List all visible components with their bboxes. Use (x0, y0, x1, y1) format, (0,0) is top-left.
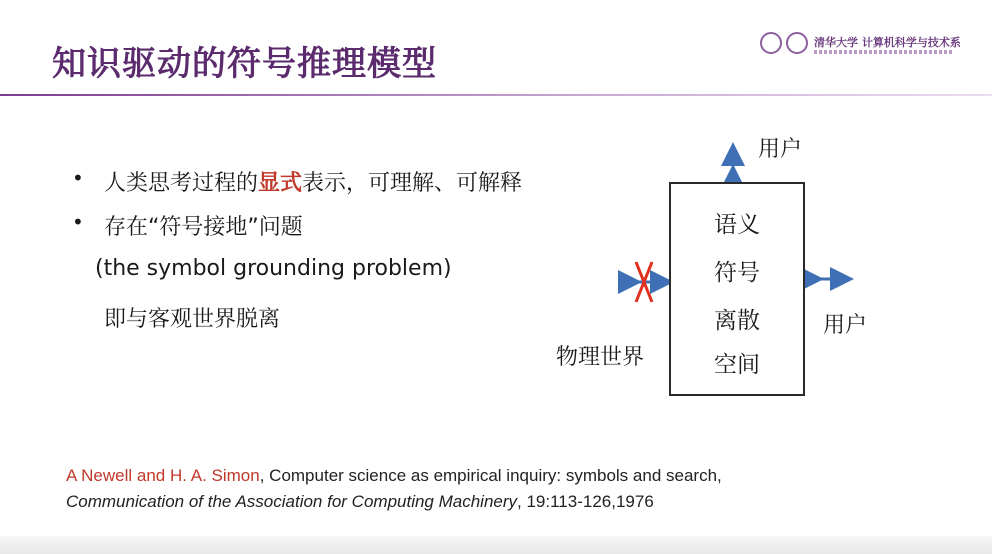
right-user-label: 用户 (823, 313, 868, 338)
bullet-dot: • (72, 166, 84, 190)
grounding-english: (the symbol grounding problem) (95, 256, 452, 281)
detached-from-world: 即与客观世界脱离 (104, 307, 281, 332)
reference-citation (66, 463, 722, 515)
box-line-3: 离散 (714, 308, 760, 334)
box-line-4: 空间 (714, 352, 760, 378)
reference-authors: A Newell and H. A. Simon (66, 466, 260, 485)
semantic-symbol-space-box (669, 182, 805, 396)
reference-line-1 (66, 463, 722, 489)
reference-line-2 (66, 489, 722, 515)
bullet-dot: • (72, 210, 84, 234)
slide-title: 知识驱动的符号推理模型 (52, 44, 437, 84)
reference-journal: Communication of the Association for Computing Machinery (66, 492, 518, 511)
reference-details: , 19:113-126,1976 (517, 492, 654, 511)
logo-text: 清华大学 计算机科学与技术系 (814, 36, 961, 49)
bullet-1-highlight: 显式 (258, 171, 303, 196)
box-line-1: 语义 (714, 212, 760, 238)
bullet-2-text: 存在“符号接地”问题 (104, 215, 303, 240)
bullet-1-suffix: 表示，可理解、可解释 (302, 171, 523, 196)
box-line-2: 符号 (714, 260, 760, 286)
bullet-1-prefix: 人类思考过程的 (104, 171, 259, 196)
reference-title: , Computer science as empirical inquiry: symbols and search, (259, 466, 722, 485)
top-user-label: 用户 (758, 137, 803, 162)
bottom-band (0, 536, 992, 554)
physical-world-label: 物理世界 (556, 345, 645, 370)
